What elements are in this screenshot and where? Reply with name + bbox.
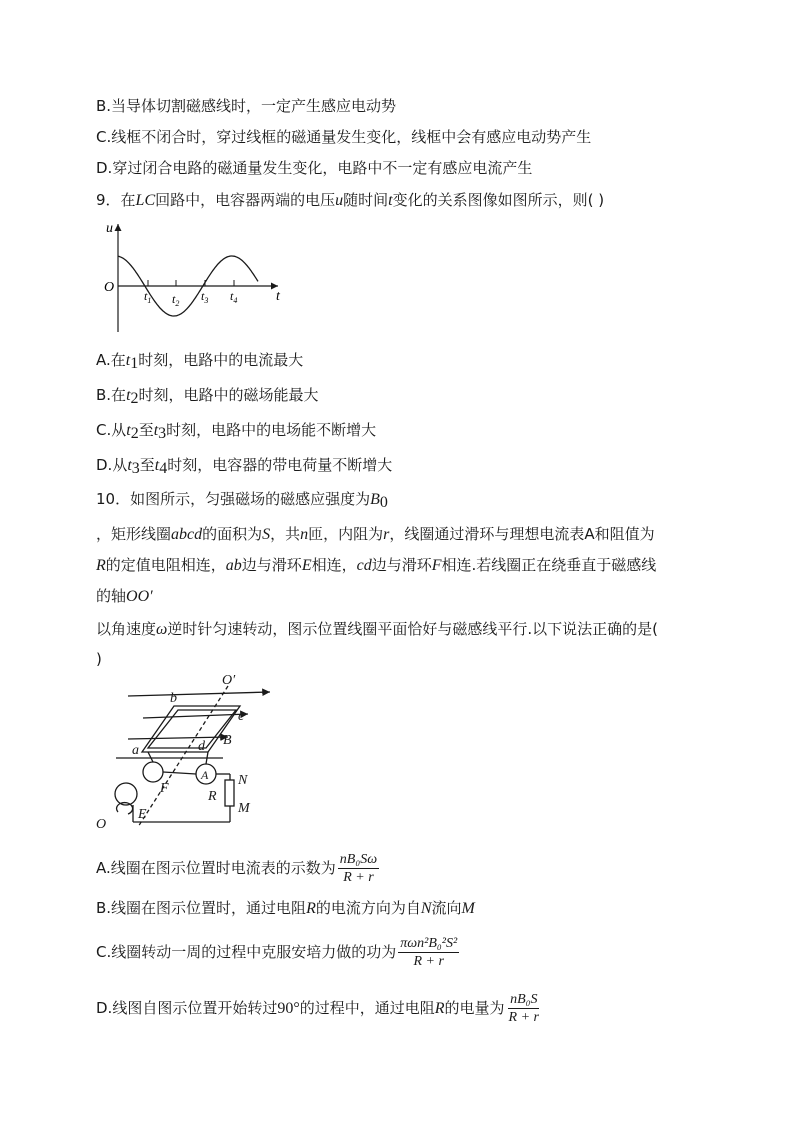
tick-t2: [172, 280, 179, 308]
svg-text:t1: $t_1$: [144, 289, 152, 305]
y-axis-label: u: [106, 221, 113, 236]
q9-stem: 9．在LC回路中，电容器两端的电压u随时间t变化的关系图像如图所示，则( ): [96, 191, 605, 209]
fraction: $\frac{\text{nB₀Sω}}{R + r}$: [339, 852, 378, 885]
svg-text:E: E: [138, 807, 147, 822]
q10-option-b: B.线圈在图示位置时，通过电阻R的电流方向为自N流向M: [96, 899, 475, 917]
q9-option-a: A.在$t_1$时刻，电路中的电流最大: [96, 351, 304, 372]
tick-t1: [144, 280, 151, 305]
svg-text:t2: $t_2$: [172, 292, 180, 308]
q10-stem-line3: R的定值电阻相连，ab边与滑环E相连，cd边与滑环F相连.若线圈正在绕垂直于磁感线: [96, 556, 657, 574]
q9-option-b: B.在$t_2$时刻，电路中的磁场能最大: [96, 386, 319, 407]
q10-option-c: C.线圈转动一周的过程中克服安培力做的功为 $\frac{\text{πωn²B₀²S²}}{R + r}$: [96, 936, 458, 969]
svg-text:A: A: [201, 768, 209, 782]
origin-label: O: [104, 280, 115, 295]
fraction: $\frac{\text{nB₀S}}{R + r}$: [508, 992, 539, 1025]
svg-text:B: B: [223, 733, 232, 748]
svg-text:t4: $t_4$: [230, 289, 238, 305]
q10-option-a: A.线圈在图示位置时电流表的示数为 $\frac{\text{nB₀Sω}}{R + r}$: [96, 852, 378, 885]
q10-generator-diagram: [88, 672, 288, 832]
q10-stem-line2: ，矩形线圈abcd的面积为S，共n匝，内阻为r，线圈通过滑环与理想电流表A和阻值为: [96, 525, 655, 543]
q8-option-b: B.当导体切割磁感线时，一定产生感应电动势: [96, 97, 397, 115]
svg-text:N: N: [238, 773, 248, 788]
q9-option-d: D.从$t_3$至$t_4$时刻，电容器的带电荷量不断增大: [96, 456, 393, 477]
svg-text:M: M: [238, 801, 250, 816]
svg-text:R: R: [208, 789, 217, 804]
svg-text:c: c: [238, 709, 245, 724]
tick-t4: [230, 280, 237, 305]
q8-option-c: C.线框不闭合时，穿过线框的磁通量发生变化，线框中会有感应电动势产生: [96, 128, 592, 146]
q10-stem-line4: 的轴OO′: [96, 587, 153, 605]
svg-text:d: d: [198, 739, 205, 754]
tick-t3: [201, 280, 208, 305]
q10-option-d: D.线图自图示位置开始转过90°的过程中，通过电阻R的电量为 $\frac{\text{nB₀S}}{R + r}$: [96, 992, 539, 1025]
q9-voltage-time-graph: [96, 218, 296, 338]
svg-text:F: F: [160, 781, 169, 796]
q9-option-c: C.从$t_2$至$t_3$时刻，电路中的电场能不断增大: [96, 421, 377, 442]
q10-stem-line6: ): [96, 650, 102, 668]
q10-stem-line5: 以角速度ω逆时针匀速转动，图示位置线圈平面恰好与磁感线平行.以下说法正确的是(: [96, 620, 658, 638]
x-axis-label: t: [276, 289, 280, 304]
q10-stem-line1: 10．如图所示，匀强磁场的磁感应强度为$B_0$: [96, 490, 388, 511]
svg-text:b: b: [170, 691, 177, 706]
q8-option-d: D.穿过闭合电路的磁通量发生变化，电路中不一定有感应电流产生: [96, 159, 533, 177]
svg-text:t3: $t_3$: [201, 289, 209, 305]
svg-text:O′: O′: [222, 673, 236, 688]
fraction: $\frac{\text{πωn²B₀²S²}}{R + r}$: [400, 936, 458, 969]
svg-text:O: O: [96, 817, 107, 832]
svg-text:a: a: [132, 743, 139, 758]
